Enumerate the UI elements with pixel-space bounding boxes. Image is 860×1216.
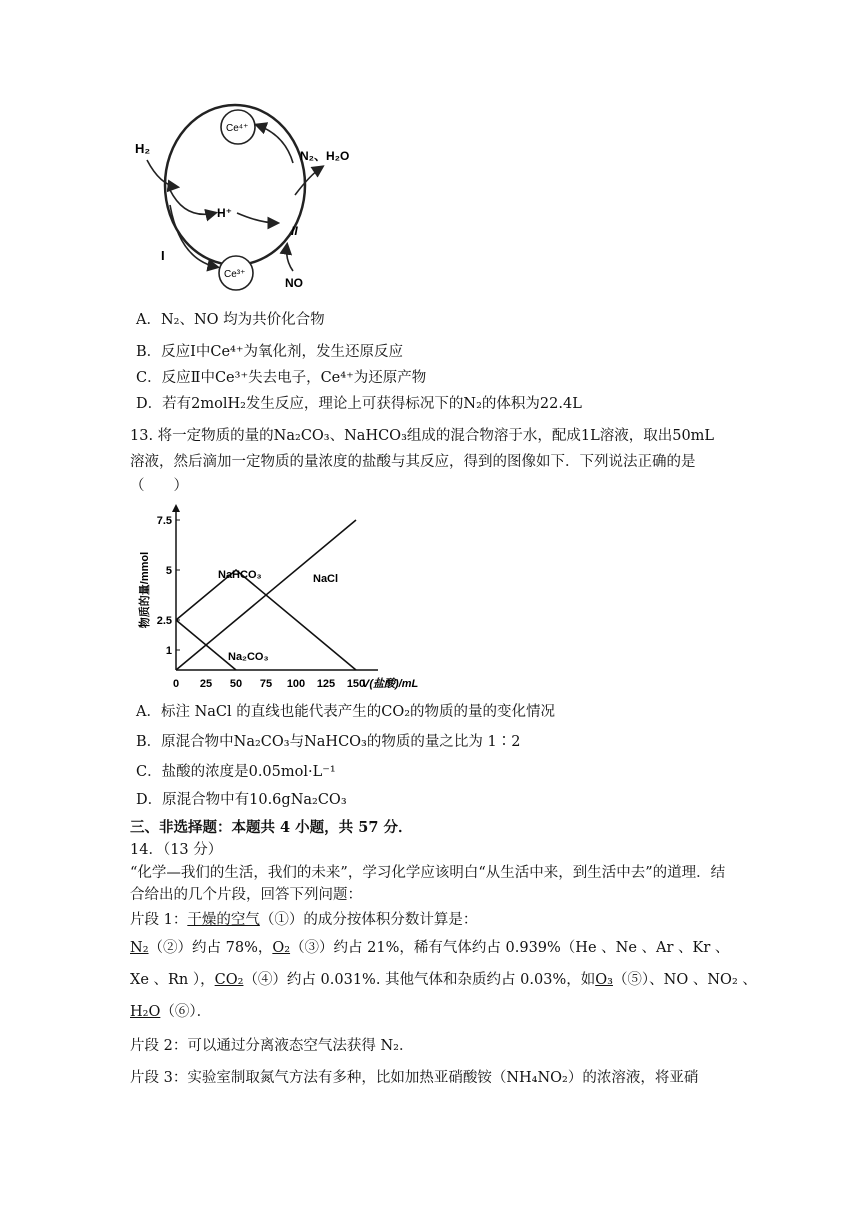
n2-term: N₂ [130, 940, 149, 956]
hplus-arrow [237, 213, 277, 223]
y-axis-arrow [172, 504, 180, 512]
no-arrow [287, 245, 293, 271]
composition-line-2 [130, 970, 757, 990]
co2-text: （④）约占 0.031%. 其他气体和杂质约占 0.03%，如 [243, 972, 596, 988]
y-tick-label: 1 [165, 645, 172, 657]
q13-option-a: A．标注 NaCl 的直线也能代表产生的CO₂的物质的量的变化情况 [136, 704, 556, 720]
products-label: N₂、H₂O [300, 149, 350, 163]
o2-text: （③）约占 21%，稀有气体约占 0.939%（He 、Ne 、Ar 、Kr 、 [290, 940, 730, 956]
q13-stem-line1: 13. 将一定物质的量的Na₂CO₃、NaHCO₃组成的混合物溶于水，配成1L溶液，取出50mL [130, 428, 715, 444]
x-axis-label: V(盐酸)/mL [362, 678, 419, 690]
h2o-text: （⑥）． [160, 1004, 212, 1020]
q13-option-d: D．原混合物中有10.6gNa₂CO₃ [136, 792, 347, 808]
x-tick-label: 150 [346, 678, 366, 690]
section-heading: 三、非选择题：本题共 4 小题，共 57 分． [130, 819, 413, 836]
label-I: I [161, 248, 165, 263]
titration-chart [130, 500, 460, 700]
y-axis-label: 物质的量/mmol [139, 551, 151, 629]
x-tick-label: 25 [199, 678, 213, 690]
dry-air-term: 干燥的空气 [187, 912, 260, 928]
reaction-cycle-diagram [125, 95, 370, 300]
series-label-1: NaHCO₃ [218, 569, 262, 581]
label-II: II [291, 224, 298, 238]
fragment-1-prefix: 片段 1： [130, 912, 188, 928]
o3-term: O₃ [595, 972, 613, 988]
q12-option-b: B．反应Ⅰ中Ce⁴⁺为氧化剂，发生还原反应 [136, 344, 404, 360]
q13-answer-blank: （ ） [130, 478, 188, 494]
composition-line-1 [130, 938, 735, 958]
h2-arrow [147, 160, 177, 187]
fragment-1-suffix: （①）的成分按体积分数计算是： [259, 912, 478, 928]
q13-option-c: C．盐酸的浓度是0.05mol·L⁻¹ [136, 764, 336, 780]
products-arrow [295, 167, 322, 195]
fragment-1-line [130, 910, 735, 930]
series-label-2: NaCl [313, 573, 339, 585]
q13-stem-line2: 溶液，然后滴加一定物质的量浓度的盐酸与其反应，得到的图像如下．下列说法正确的是 [130, 454, 696, 470]
ce3-label: Ce³⁺ [224, 269, 246, 280]
o3-text: （⑤）、NO 、NO₂ 、 [612, 972, 757, 988]
n2-text: （②）约占 78%， [148, 940, 273, 956]
q14-intro: “化学—我们的生活，我们的未来”，学习化学应该明白“从生活中来，到生活中去”的道理．结合给出的几个片段，回答下列问题： [130, 865, 726, 903]
x-tick-label: 75 [259, 678, 273, 690]
composition-line-3 [130, 1002, 735, 1022]
h2o-term: H₂O [130, 1004, 161, 1020]
q13-option-b: B．原混合物中Na₂CO₃与NaHCO₃的物质的量之比为 1∶2 [136, 734, 521, 750]
hplus-label: H⁺ [217, 206, 232, 220]
left-inner-arrow [170, 190, 215, 214]
x-tick-label: 0 [172, 678, 180, 690]
ce4-label: Ce⁴⁺ [226, 123, 249, 134]
no-label: NO [285, 276, 303, 290]
x-tick-label: 125 [316, 678, 336, 690]
fragment-2: 片段 2：可以通过分离液态空气法获得 N₂． [130, 1038, 414, 1054]
h2-label: H₂ [135, 141, 151, 156]
y-tick-label: 2.5 [156, 615, 172, 627]
q12-option-a: A．N₂、NO 均为共价化合物 [136, 312, 325, 328]
noble-gas-text: Xe 、Rn ）， [130, 972, 215, 988]
y-tick-label: 5 [165, 565, 172, 577]
q14-header: 14．（13 分） [130, 842, 223, 858]
co2-term: CO₂ [214, 972, 244, 988]
q12-option-c: C．反应Ⅱ中Ce³⁺失去电子，Ce⁴⁺为还原产物 [136, 370, 427, 386]
x-tick-label: 50 [229, 678, 243, 690]
y-tick-label: 7.5 [156, 515, 172, 527]
o2-term: O₂ [272, 940, 291, 956]
series-label-3: Na₂CO₃ [228, 651, 269, 663]
q12-option-d: D．若有2molH₂发生反应，理论上可获得标况下的N₂的体积为22.4L [136, 396, 582, 412]
fragment-3: 片段 3：实验室制取氮气方法有多种，比如加热亚硝酸铵（NH₄NO₂）的浓溶液，将亚硝 [130, 1070, 699, 1086]
x-tick-label: 100 [286, 678, 306, 690]
